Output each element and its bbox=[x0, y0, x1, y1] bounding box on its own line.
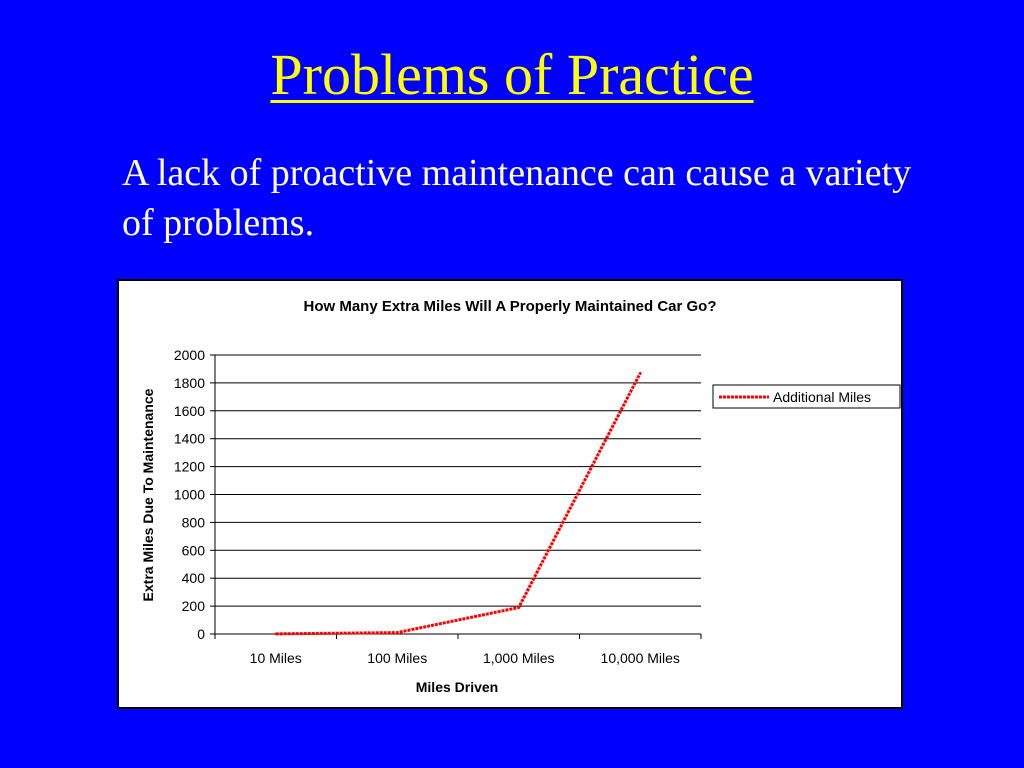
data-point bbox=[275, 633, 277, 635]
chart-grid bbox=[215, 355, 701, 606]
y-tick-label: 0 bbox=[197, 626, 205, 642]
y-tick-label: 1400 bbox=[173, 430, 205, 447]
y-tick-label: 2000 bbox=[173, 347, 205, 363]
x-axis-label: Miles Driven bbox=[415, 679, 499, 695]
chart-series bbox=[275, 372, 642, 635]
legend-label: Additional Miles bbox=[773, 389, 872, 405]
y-tick-label: 200 bbox=[181, 598, 205, 615]
chart-container bbox=[117, 279, 903, 709]
y-tick-label: 800 bbox=[181, 514, 205, 531]
y-axis-label: Extra Miles Due To Maintenance bbox=[140, 388, 156, 602]
y-tick-label: 1600 bbox=[173, 402, 205, 419]
chart-legend bbox=[713, 385, 900, 408]
y-tick-label: 1200 bbox=[173, 458, 205, 475]
x-tick-label: 10,000 Miles bbox=[600, 650, 680, 666]
series-line-additional-miles bbox=[276, 373, 641, 634]
y-tick-label: 400 bbox=[181, 570, 205, 587]
x-tick-label: 10 Miles bbox=[249, 650, 302, 666]
y-axis-ticks bbox=[174, 347, 215, 642]
slide-title bbox=[0, 42, 1024, 109]
data-point bbox=[639, 372, 641, 374]
x-tick-label: 100 Miles bbox=[367, 650, 428, 666]
data-point bbox=[396, 631, 398, 633]
line-chart bbox=[119, 281, 901, 707]
y-tick-label: 1800 bbox=[173, 374, 205, 391]
y-tick-label: 1000 bbox=[173, 486, 205, 503]
data-point bbox=[518, 606, 520, 608]
x-tick-label: 1,000 Miles bbox=[482, 650, 555, 666]
slide-title-text: Problems of Practice bbox=[270, 42, 754, 107]
x-axis-ticks bbox=[215, 634, 701, 666]
y-tick-label: 600 bbox=[181, 542, 205, 559]
chart-title: How Many Extra Miles Will A Properly Maintained Car Go? bbox=[303, 298, 717, 315]
slide-body-text: A lack of proactive maintenance can cause a variety of problems. bbox=[122, 152, 912, 244]
